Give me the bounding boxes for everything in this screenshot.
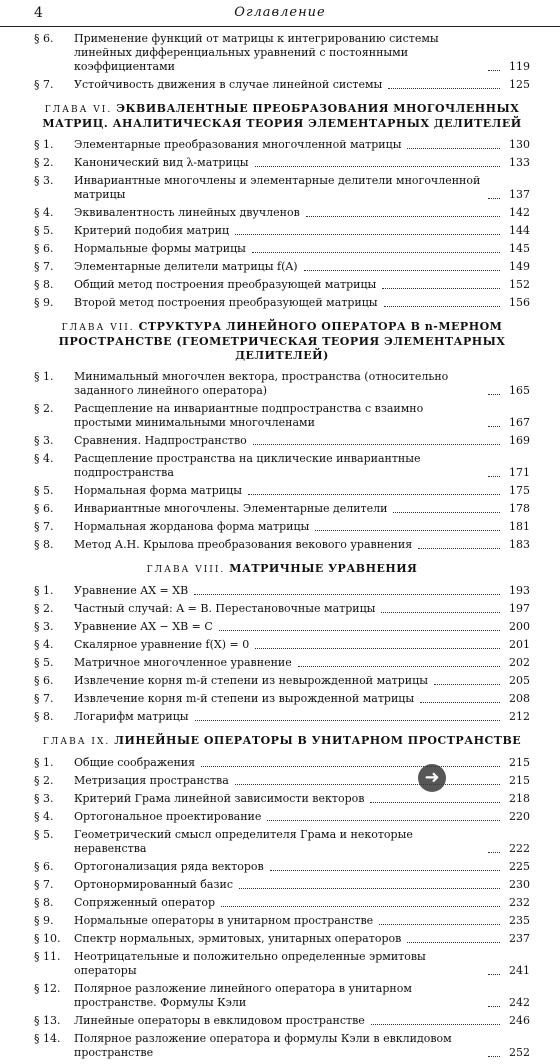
section-number: § 8. (34, 896, 54, 909)
section-number: § 6. (34, 860, 54, 873)
section-title: Критерий Грама линейной зависимости векторов (74, 792, 365, 805)
page-ref: 222 (509, 842, 530, 855)
toc-entry[interactable] (34, 810, 530, 824)
section-number: § 7. (34, 78, 54, 91)
page-ref: 169 (509, 434, 530, 447)
toc-entry[interactable] (34, 520, 530, 534)
section-number: § 3. (34, 620, 54, 633)
section-number: § 9. (34, 914, 54, 927)
section-title: Ортогональное проектирование (74, 810, 262, 823)
dot-leader (381, 612, 500, 613)
chapter-label: ГЛАВА VII. (61, 323, 135, 333)
page-header (0, 0, 560, 27)
chapter-heading (34, 562, 530, 577)
section-title: Второй метод построения преобразующей матрицы (74, 296, 378, 309)
dot-leader (219, 630, 500, 631)
section-title: Устойчивость движения в случае линейной системы (74, 78, 383, 91)
dot-leader (379, 924, 500, 925)
section-title: Минимальный многочлен вектора, пространства (относительно заданного линейного оператора) (74, 370, 449, 397)
dot-leader (407, 148, 500, 149)
page-ref: 220 (509, 810, 530, 823)
dot-leader (370, 802, 500, 803)
page-ref: 142 (509, 206, 530, 219)
chapter-heading (34, 320, 530, 363)
toc-entry[interactable] (34, 434, 530, 448)
dot-leader (418, 548, 500, 549)
page-ref: 171 (509, 466, 530, 479)
toc-entry[interactable] (34, 224, 530, 238)
toc-entry[interactable] (34, 502, 530, 516)
toc-entry[interactable] (34, 692, 530, 706)
section-number: § 10. (34, 932, 61, 945)
toc-entry[interactable] (34, 1032, 530, 1060)
page-ref: 202 (509, 656, 530, 669)
page-ref: 193 (509, 584, 530, 597)
section-title: Скалярное уравнение f(X) = 0 (74, 638, 250, 651)
page-ref: 212 (509, 710, 530, 723)
toc-entry[interactable] (34, 1014, 530, 1028)
toc-entry[interactable] (34, 982, 530, 1010)
section-number: § 6. (34, 674, 54, 687)
section-title: Неотрицательные и положительно определенные эрмитовы операторы (74, 950, 426, 977)
dot-leader (488, 70, 500, 71)
page-ref: 197 (509, 602, 530, 615)
section-title: Сравнения. Надпространство (74, 434, 247, 447)
section-number: § 4. (34, 452, 54, 465)
dot-leader (235, 784, 500, 785)
dot-leader (488, 1006, 500, 1007)
dot-leader (195, 720, 500, 721)
page-ref: 130 (509, 138, 530, 151)
page-ref: 208 (509, 692, 530, 705)
section-number: § 6. (34, 502, 54, 515)
page-ref: 167 (509, 416, 530, 429)
toc-entry[interactable] (34, 950, 530, 978)
toc-entry[interactable] (34, 638, 530, 652)
toc-entry[interactable] (34, 620, 530, 634)
dot-leader (267, 820, 500, 821)
dot-leader (315, 530, 500, 531)
section-number: § 1. (34, 138, 54, 151)
page-ref: 230 (509, 878, 530, 891)
section-title: Нормальная жорданова форма матрицы (74, 520, 310, 533)
section-title: Расщепление на инвариантные подпространства с взаимно простыми минимальными многочленами (74, 402, 424, 429)
section-number: § 7. (34, 260, 54, 273)
dot-leader (488, 974, 500, 975)
table-of-contents (34, 32, 530, 1064)
toc-entry[interactable] (34, 32, 530, 74)
dot-leader (488, 394, 500, 395)
running-head: Оглавление (234, 5, 326, 20)
page-ref: 144 (509, 224, 530, 237)
section-title: Сопряженный оператор (74, 896, 216, 909)
section-number: § 2. (34, 156, 54, 169)
dot-leader (194, 594, 500, 595)
chapter-label: ГЛАВА VI. (44, 105, 113, 115)
section-title: Нормальные формы матрицы (74, 242, 246, 255)
toc-entry[interactable] (34, 674, 530, 688)
section-number: § 14. (34, 1032, 61, 1045)
toc-entry[interactable] (34, 78, 530, 92)
dot-leader (298, 666, 500, 667)
toc-entry[interactable] (34, 206, 530, 220)
dot-leader (304, 270, 500, 271)
page-ref: 125 (509, 78, 530, 91)
toc-entry[interactable] (34, 370, 530, 398)
page-ref: 183 (509, 538, 530, 551)
section-number: § 5. (34, 484, 54, 497)
page-ref: 178 (509, 502, 530, 515)
section-title: Общий метод построения преобразующей матрицы (74, 278, 377, 291)
toc-entry[interactable] (34, 452, 530, 480)
toc-entry[interactable] (34, 242, 530, 256)
page-turn-icon[interactable]: ➜ (418, 764, 446, 792)
dot-leader (388, 88, 500, 89)
page-ref: 201 (509, 638, 530, 651)
section-title: Ортонормированный базис (74, 878, 233, 891)
page-ref: 137 (509, 188, 530, 201)
section-title: Матричное многочленное уравнение (74, 656, 292, 669)
section-title: Полярное разложение оператора и формулы Кэли в евклидовом пространстве (74, 1032, 452, 1059)
page-ref: 119 (509, 60, 530, 73)
toc-entry[interactable] (34, 402, 530, 430)
page-ref: 237 (509, 932, 530, 945)
section-number: § 3. (34, 174, 54, 187)
dot-leader (255, 166, 500, 167)
page-ref: 165 (509, 384, 530, 397)
section-title: Применение функций от матрицы к интегрированию системы линейных дифференциальных уравнений с постоянными коэффициентами (74, 32, 439, 73)
section-title: Извлечение корня m-й степени из невырожденной матрицы (74, 674, 428, 687)
section-number: § 4. (34, 810, 54, 823)
dot-leader (253, 444, 500, 445)
section-number: § 7. (34, 520, 54, 533)
toc-entry[interactable] (34, 602, 530, 616)
dot-leader (248, 494, 500, 495)
section-title: Уравнение AX − XB = C (74, 620, 213, 633)
toc-entry[interactable] (34, 774, 530, 788)
page-ref: 215 (509, 756, 530, 769)
section-title: Инвариантные многочлены и элементарные делители многочленной матрицы (74, 174, 481, 201)
toc-entry[interactable] (34, 484, 530, 498)
section-number: § 3. (34, 434, 54, 447)
page-ref: 225 (509, 860, 530, 873)
section-title: Частный случай: A = B. Перестановочные матрицы (74, 602, 376, 615)
section-title: Логарифм матрицы (74, 710, 189, 723)
section-number: § 13. (34, 1014, 61, 1027)
section-number: § 8. (34, 710, 54, 723)
page-ref: 235 (509, 914, 530, 927)
chapter-heading (34, 102, 530, 131)
chapter-title: ЭКВИВАЛЕНТНЫЕ ПРЕОБРАЗОВАНИЯ МНОГОЧЛЕННЫХ МАТРИЦ. АНАЛИТИЧЕСКАЯ ТЕОРИЯ ЭЛЕМЕНТАРНЫХ ДЕЛИТЕЛЕЙ (42, 102, 522, 130)
section-number: § 8. (34, 278, 54, 291)
section-title: Нормальная форма матрицы (74, 484, 242, 497)
dot-leader (221, 906, 500, 907)
chapter-label: ГЛАВА VIII. (146, 565, 226, 575)
section-number: § 1. (34, 756, 54, 769)
section-title: Метод А.Н. Крылова преобразования векового уравнения (74, 538, 413, 551)
section-title: Элементарные преобразования многочленной матрицы (74, 138, 402, 151)
section-title: Нормальные операторы в унитарном пространстве (74, 914, 374, 927)
page-ref: 149 (509, 260, 530, 273)
dot-leader (488, 198, 500, 199)
chapter-title: СТРУКТУРА ЛИНЕЙНОГО ОПЕРАТОРА В n-МЕРНОМ ПРОСТРАНСТВЕ (ГЕОМЕТРИЧЕСКАЯ ТЕОРИЯ ЭЛЕМЕНТАРНЫХ ДЕЛИТЕЛЕЙ) (58, 320, 506, 362)
section-title: Эквивалентность линейных двучленов (74, 206, 300, 219)
section-number: § 12. (34, 982, 61, 995)
page-ref: 232 (509, 896, 530, 909)
section-title: Канонический вид λ-матрицы (74, 156, 249, 169)
page-ref: 246 (509, 1014, 530, 1027)
page-ref: 218 (509, 792, 530, 805)
toc-entry[interactable] (34, 756, 530, 770)
page-number: 4 (34, 5, 43, 21)
chapter-title: МАТРИЧНЫЕ УРАВНЕНИЯ (229, 562, 418, 575)
dot-leader (420, 702, 500, 703)
dot-leader (306, 216, 500, 217)
section-number: § 5. (34, 656, 54, 669)
section-number: § 2. (34, 402, 54, 415)
section-title: Элементарные делители матрицы f(A) (74, 260, 298, 273)
dot-leader (488, 852, 500, 853)
toc-entry[interactable] (34, 174, 530, 202)
section-number: § 7. (34, 692, 54, 705)
page-ref: 215 (509, 774, 530, 787)
dot-leader (235, 234, 500, 235)
dot-leader (488, 426, 500, 427)
chapter-heading (34, 734, 530, 749)
dot-leader (488, 1056, 500, 1057)
page-ref: 200 (509, 620, 530, 633)
page-ref: 205 (509, 674, 530, 687)
toc-entry[interactable] (34, 914, 530, 928)
toc-entry[interactable] (34, 932, 530, 946)
section-number: § 9. (34, 296, 54, 309)
toc-entry[interactable] (34, 260, 530, 274)
dot-leader (270, 870, 500, 871)
section-number: § 1. (34, 584, 54, 597)
toc-entry[interactable] (34, 792, 530, 806)
page-ref: 152 (509, 278, 530, 291)
section-title: Метризация пространства (74, 774, 229, 787)
dot-leader (382, 288, 500, 289)
section-number: § 6. (34, 242, 54, 255)
toc-entry[interactable] (34, 138, 530, 152)
toc-entry[interactable] (34, 278, 530, 292)
toc-entry[interactable] (34, 156, 530, 170)
toc-entry[interactable] (34, 538, 530, 552)
dot-leader (488, 476, 500, 477)
section-title: Общие соображения (74, 756, 196, 769)
dot-leader (384, 306, 500, 307)
dot-leader (239, 888, 500, 889)
page-ref: 242 (509, 996, 530, 1009)
section-number: § 1. (34, 370, 54, 383)
toc-entry[interactable] (34, 878, 530, 892)
page-ref: 241 (509, 964, 530, 977)
chapter-label: ГЛАВА IX. (42, 737, 111, 747)
section-title: Уравнение AX = XB (74, 584, 189, 597)
section-number: § 6. (34, 32, 54, 45)
section-number: § 8. (34, 538, 54, 551)
toc-entry[interactable] (34, 828, 530, 856)
section-title: Спектр нормальных, эрмитовых, унитарных операторов (74, 932, 402, 945)
section-number: § 2. (34, 602, 54, 615)
chapter-title: ЛИНЕЙНЫЕ ОПЕРАТОРЫ В УНИТАРНОМ ПРОСТРАНСТВЕ (114, 734, 522, 747)
dot-leader (434, 684, 500, 685)
page-ref: 156 (509, 296, 530, 309)
dot-leader (371, 1024, 500, 1025)
page-ref: 181 (509, 520, 530, 533)
page-ref: 175 (509, 484, 530, 497)
page-ref: 145 (509, 242, 530, 255)
dot-leader (252, 252, 500, 253)
section-number: § 5. (34, 224, 54, 237)
section-number: § 4. (34, 206, 54, 219)
section-number: § 2. (34, 774, 54, 787)
dot-leader (393, 512, 500, 513)
toc-entry[interactable] (34, 710, 530, 724)
section-title: Критерий подобия матриц (74, 224, 230, 237)
section-title: Извлечение корня m-й степени из вырожденной матрицы (74, 692, 415, 705)
section-title: Ортогонализация ряда векторов (74, 860, 264, 873)
page-ref: 252 (509, 1046, 530, 1059)
toc-entry[interactable] (34, 860, 530, 874)
toc-entry[interactable] (34, 656, 530, 670)
section-title: Линейные операторы в евклидовом пространстве (74, 1014, 365, 1027)
page-ref: 133 (509, 156, 530, 169)
section-number: § 5. (34, 828, 54, 841)
toc-entry[interactable] (34, 584, 530, 598)
section-number: § 4. (34, 638, 54, 651)
section-title: Инвариантные многочлены. Элементарные делители (74, 502, 388, 515)
section-number: § 7. (34, 878, 54, 891)
toc-entry[interactable] (34, 896, 530, 910)
dot-leader (201, 766, 500, 767)
section-title: Геометрический смысл определителя Грама и некоторые неравенства (74, 828, 413, 855)
section-title: Расщепление пространства на циклические инвариантные подпространства (74, 452, 421, 479)
section-title: Полярное разложение линейного оператора в унитарном пространстве. Формулы Кэли (74, 982, 412, 1009)
section-number: § 3. (34, 792, 54, 805)
dot-leader (255, 648, 500, 649)
toc-entry[interactable] (34, 296, 530, 310)
dot-leader (407, 942, 500, 943)
section-number: § 11. (34, 950, 61, 963)
